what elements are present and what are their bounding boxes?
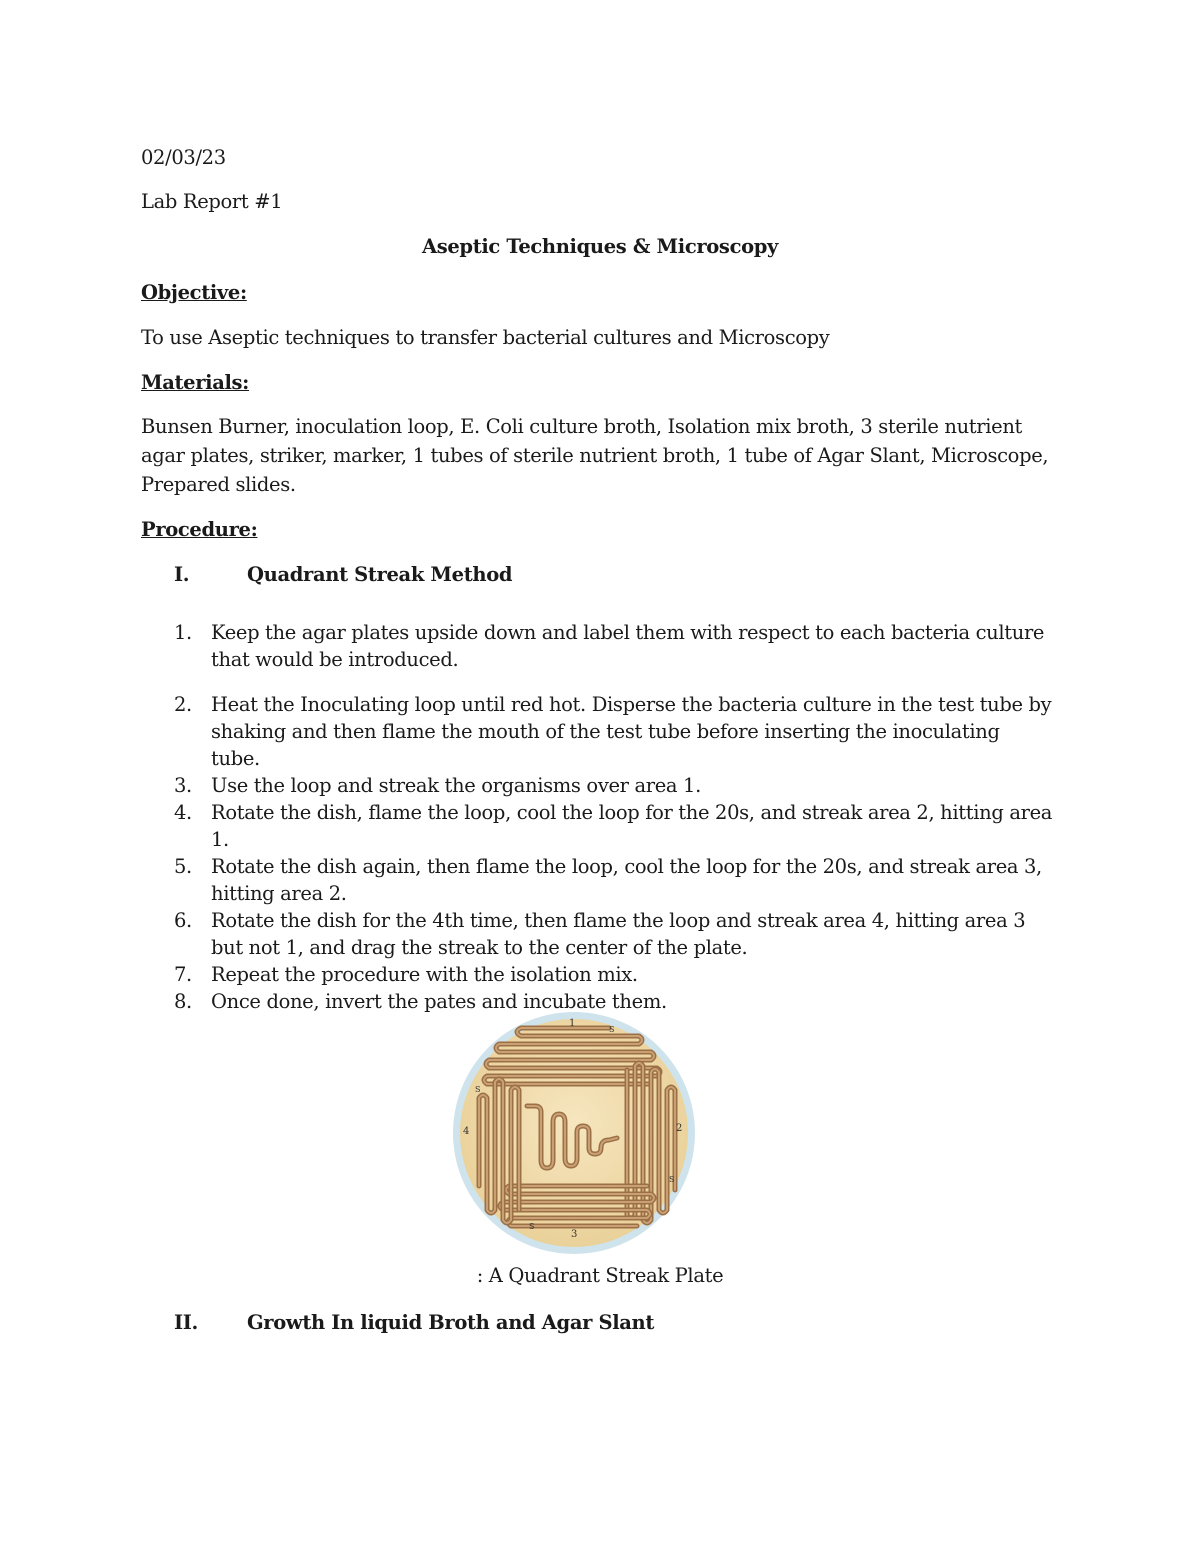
step-text: Repeat the procedure with the isolation mix. bbox=[211, 963, 638, 986]
step-number: 1. bbox=[174, 621, 192, 644]
materials-heading: Materials: bbox=[141, 371, 250, 394]
step-number: 7. bbox=[174, 963, 192, 986]
streak-plate-illustration bbox=[451, 1010, 697, 1256]
step-text: Rotate the dish, flame the loop, cool the loop for the 20s, and streak area 2, hitting area 1. bbox=[211, 801, 1053, 851]
objective-text: To use Aseptic techniques to transfer bacterial cultures and Microscopy bbox=[141, 326, 830, 349]
figure-caption: : A Quadrant Streak Plate bbox=[476, 1264, 724, 1287]
start-label-4: S bbox=[475, 1085, 481, 1094]
section-numeral: I. bbox=[174, 563, 190, 586]
list-item bbox=[174, 619, 1054, 673]
list-item bbox=[174, 772, 1054, 799]
report-number: Lab Report #1 bbox=[141, 190, 283, 213]
area-label-3: 3 bbox=[571, 1229, 578, 1240]
procedure-steps bbox=[174, 619, 1054, 1015]
page-title: Aseptic Techniques & Microscopy bbox=[421, 235, 779, 258]
area-label-4: 4 bbox=[463, 1126, 470, 1137]
step-text: Once done, invert the pates and incubate them. bbox=[211, 990, 667, 1013]
step-number: 8. bbox=[174, 990, 192, 1013]
list-item bbox=[174, 853, 1054, 907]
start-label-1: S bbox=[609, 1025, 615, 1034]
list-item bbox=[174, 961, 1054, 988]
step-number: 2. bbox=[174, 693, 192, 716]
objective-heading: Objective: bbox=[141, 281, 247, 304]
step-text: Use the loop and streak the organisms over area 1. bbox=[211, 774, 701, 797]
step-text: Rotate the dish for the 4th time, then flame the loop and streak area 4, hitting area 3 but not 1, and drag the streak to the center of the plate. bbox=[211, 909, 1026, 959]
step-number: 6. bbox=[174, 909, 192, 932]
start-label-3: S bbox=[529, 1222, 535, 1231]
list-item bbox=[174, 691, 1054, 772]
section-numeral: II. bbox=[174, 1311, 198, 1334]
list-item bbox=[174, 799, 1054, 853]
section-title: Quadrant Streak Method bbox=[247, 563, 513, 586]
step-text: Keep the agar plates upside down and label them with respect to each bacteria culture that would be introduced. bbox=[211, 621, 1045, 671]
report-date: 02/03/23 bbox=[141, 146, 226, 169]
procedure-heading: Procedure: bbox=[141, 518, 258, 541]
section-quadrant-streak bbox=[174, 561, 512, 589]
step-text: Rotate the dish again, then flame the loop, cool the loop for the 20s, and streak area 3, hitting area 2. bbox=[211, 855, 1042, 905]
list-item bbox=[174, 907, 1054, 961]
step-number: 4. bbox=[174, 801, 192, 824]
area-label-2: 2 bbox=[676, 1123, 683, 1134]
quadrant-streak-plate-figure bbox=[451, 1010, 697, 1256]
materials-text: Bunsen Burner, inoculation loop, E. Coli culture broth, Isolation mix broth, 3 sterile nutrient agar plates, striker, marker, 1 tubes of sterile nutrient broth, 1 tube of Agar Slant, Microscope, Prepared slides. bbox=[141, 415, 1049, 496]
step-number: 3. bbox=[174, 774, 192, 797]
section-title: Growth In liquid Broth and Agar Slant bbox=[247, 1311, 655, 1334]
section-liquid-broth bbox=[174, 1309, 654, 1337]
step-number: 5. bbox=[174, 855, 192, 878]
step-text: Heat the Inoculating loop until red hot. Disperse the bacteria culture in the test tube by shaking and then flame the mouth of the test tube before inserting the inoculating tube. bbox=[211, 693, 1052, 770]
start-label-2: S bbox=[669, 1175, 675, 1184]
area-label-1: 1 bbox=[569, 1018, 576, 1029]
